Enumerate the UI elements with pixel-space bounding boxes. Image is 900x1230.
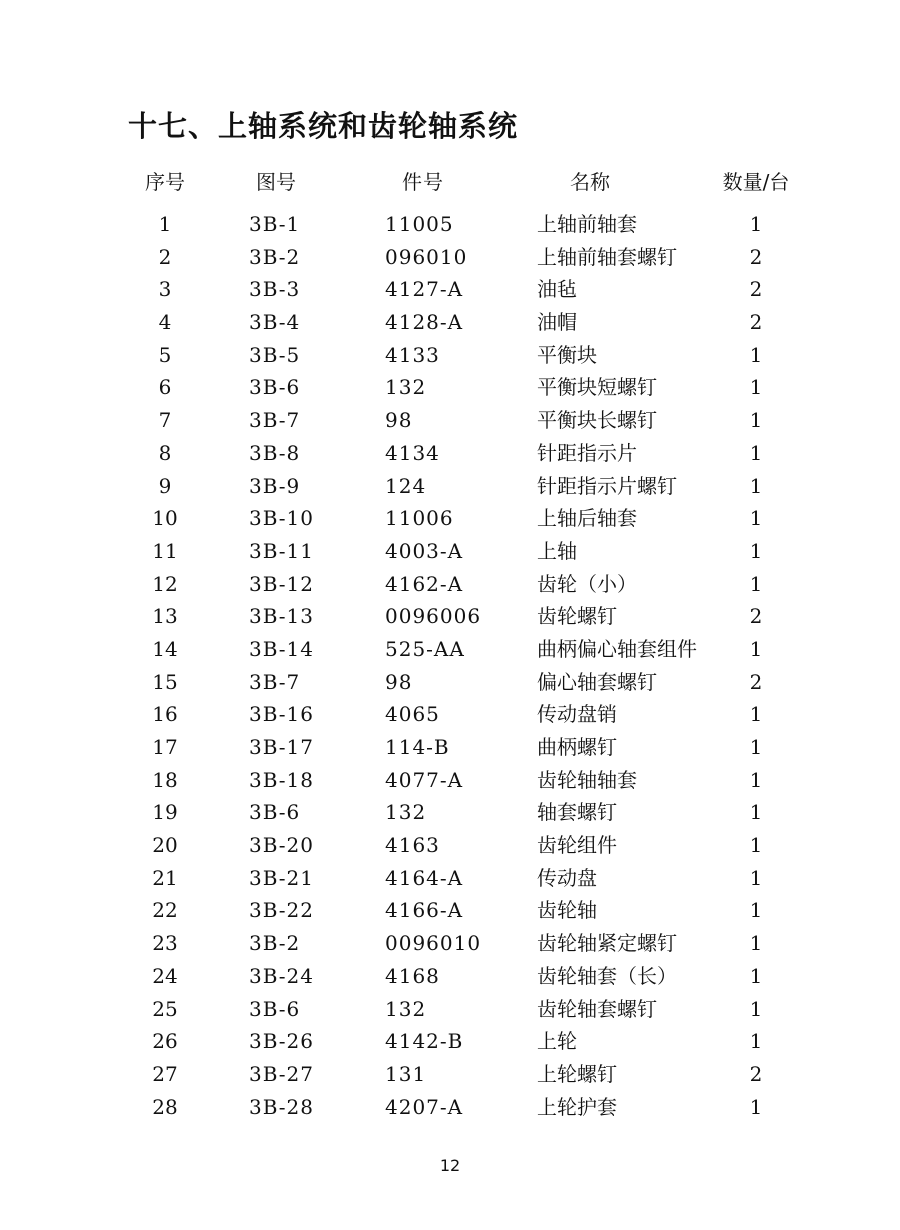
row-figure-no: 3B-13: [249, 604, 314, 629]
row-qty: 1: [749, 375, 763, 400]
row-name: 传动盘: [537, 865, 597, 890]
row-figure-no: 3B-8: [249, 440, 301, 465]
row-part-no: 4162-A: [385, 571, 464, 596]
row-no: 26: [152, 1029, 178, 1054]
row-name: 上轴前轴套: [537, 212, 637, 236]
row-no: 11: [152, 538, 178, 563]
row-figure-no: 3B-5: [249, 342, 301, 367]
row-qty: 1: [749, 1094, 763, 1119]
table-header: [0, 164, 900, 208]
row-name: 上轮螺钉: [537, 1061, 617, 1086]
row-qty: 2: [749, 310, 763, 335]
row-qty: 1: [749, 506, 763, 531]
table-row: [0, 960, 900, 993]
row-part-no: 4077-A: [385, 767, 464, 792]
row-part-no: 0096006: [385, 604, 482, 629]
row-figure-no: 3B-18: [249, 767, 314, 792]
row-part-no: 98: [385, 408, 413, 433]
row-name: 齿轮螺钉: [537, 604, 617, 629]
row-figure-no: 3B-20: [249, 833, 314, 858]
table-row: [0, 568, 900, 601]
column-header-figure-no: 图号: [256, 170, 296, 194]
row-figure-no: 3B-1: [249, 212, 301, 236]
row-no: 18: [152, 767, 178, 792]
row-part-no: 4166-A: [385, 898, 464, 923]
row-part-no: 4142-B: [385, 1029, 464, 1054]
row-qty: 1: [749, 702, 763, 727]
row-part-no: 132: [385, 800, 427, 825]
row-figure-no: 3B-6: [249, 375, 301, 400]
table-row: [0, 993, 900, 1026]
row-no: 17: [152, 735, 178, 759]
row-part-no: 4128-A: [385, 310, 464, 335]
row-name: 上轴后轴套: [537, 506, 637, 531]
row-no: 28: [152, 1094, 178, 1119]
table-row: [0, 666, 900, 699]
row-no: 19: [152, 800, 178, 825]
row-no: 13: [152, 604, 178, 629]
row-no: 24: [152, 963, 178, 988]
row-part-no: 4134: [385, 440, 440, 465]
row-no: 15: [152, 669, 178, 694]
column-header-name: 名称: [570, 170, 610, 194]
row-qty: 2: [749, 277, 763, 302]
table-row: [0, 1025, 900, 1058]
row-no: 16: [152, 702, 178, 727]
row-figure-no: 3B-4: [249, 310, 301, 335]
row-part-no: 114-B: [385, 735, 450, 759]
column-header-no: 序号: [145, 170, 185, 194]
row-name: 上轴前轴套螺钉: [537, 244, 677, 269]
row-name: 齿轮（小）: [537, 571, 637, 596]
row-figure-no: 3B-11: [249, 538, 314, 563]
row-figure-no: 3B-21: [249, 865, 314, 890]
row-name: 针距指示片螺钉: [537, 473, 677, 498]
row-no: 8: [158, 440, 172, 465]
row-no: 7: [158, 408, 172, 433]
row-part-no: 124: [385, 473, 427, 498]
row-qty: 1: [749, 898, 763, 923]
row-part-no: 4127-A: [385, 277, 464, 302]
row-no: 21: [152, 865, 178, 890]
row-no: 22: [152, 898, 178, 923]
table-row: [0, 306, 900, 339]
table-row: [0, 535, 900, 568]
row-qty: 1: [749, 342, 763, 367]
row-figure-no: 3B-6: [249, 800, 301, 825]
page-title: 十七、上轴系统和齿轮轴系统: [128, 109, 519, 143]
row-qty: 1: [749, 865, 763, 890]
table-row: [0, 1091, 900, 1124]
row-no: 4: [158, 310, 172, 335]
row-part-no: 4164-A: [385, 865, 464, 890]
row-qty: 1: [749, 212, 763, 236]
row-no: 2: [158, 244, 172, 269]
row-qty: 1: [749, 735, 763, 759]
table-row: [0, 208, 900, 241]
row-name: 齿轮组件: [537, 833, 617, 858]
row-no: 3: [158, 277, 172, 302]
row-part-no: 4163: [385, 833, 440, 858]
row-figure-no: 3B-2: [249, 244, 301, 269]
row-figure-no: 3B-3: [249, 277, 301, 302]
row-qty: 1: [749, 636, 763, 661]
row-part-no: 4065: [385, 702, 440, 727]
page-number: 12: [439, 1156, 461, 1175]
row-name: 齿轮轴紧定螺钉: [537, 931, 677, 956]
row-no: 12: [152, 571, 178, 596]
row-part-no: 4003-A: [385, 538, 464, 563]
row-part-no: 525-AA: [385, 636, 465, 661]
table-row: [0, 339, 900, 372]
row-figure-no: 3B-24: [249, 963, 314, 988]
row-qty: 2: [749, 669, 763, 694]
row-qty: 1: [749, 440, 763, 465]
table-row: [0, 371, 900, 404]
row-qty: 1: [749, 571, 763, 596]
row-figure-no: 3B-16: [249, 702, 314, 727]
row-name: 齿轮轴: [537, 898, 597, 923]
row-name: 油毡: [537, 277, 577, 302]
row-part-no: 0096010: [385, 931, 482, 956]
row-qty: 1: [749, 538, 763, 563]
row-name: 曲柄螺钉: [537, 735, 617, 759]
table-row: [0, 894, 900, 927]
row-figure-no: 3B-12: [249, 571, 314, 596]
parts-table: [0, 164, 900, 1123]
row-figure-no: 3B-7: [249, 408, 301, 433]
row-name: 平衡块: [537, 342, 597, 367]
row-figure-no: 3B-26: [249, 1029, 314, 1054]
table-row: [0, 731, 900, 764]
table-row: [0, 273, 900, 306]
row-figure-no: 3B-7: [249, 669, 301, 694]
row-no: 23: [152, 931, 178, 956]
table-row: [0, 633, 900, 666]
table-row: [0, 829, 900, 862]
table-row: [0, 698, 900, 731]
row-figure-no: 3B-14: [249, 636, 314, 661]
row-name: 上轴: [537, 538, 577, 563]
table-row: [0, 470, 900, 503]
column-header-qty: 数量/台: [722, 170, 790, 194]
row-name: 曲柄偏心轴套组件: [537, 636, 697, 661]
table-body: [0, 208, 900, 1123]
row-qty: 1: [749, 473, 763, 498]
table-row: [0, 600, 900, 633]
row-name: 偏心轴套螺钉: [537, 669, 657, 694]
table-row: [0, 764, 900, 797]
table-row: [0, 241, 900, 274]
row-part-no: 98: [385, 669, 413, 694]
row-name: 上轮护套: [537, 1094, 617, 1119]
row-qty: 2: [749, 1061, 763, 1086]
row-qty: 1: [749, 767, 763, 792]
row-no: 10: [152, 506, 178, 531]
row-part-no: 4168: [385, 963, 440, 988]
table-row: [0, 927, 900, 960]
table-row: [0, 437, 900, 470]
row-figure-no: 3B-17: [249, 735, 314, 759]
row-qty: 1: [749, 800, 763, 825]
row-no: 25: [152, 996, 178, 1021]
row-qty: 1: [749, 408, 763, 433]
row-no: 6: [158, 375, 172, 400]
row-figure-no: 3B-27: [249, 1061, 314, 1086]
table-row: [0, 862, 900, 895]
row-no: 27: [152, 1061, 178, 1086]
row-part-no: 11006: [385, 506, 454, 531]
column-header-part-no: 件号: [402, 170, 444, 194]
row-name: 针距指示片: [537, 440, 637, 465]
row-figure-no: 3B-22: [249, 898, 314, 923]
row-qty: 2: [749, 244, 763, 269]
row-qty: 1: [749, 833, 763, 858]
row-name: 轴套螺钉: [537, 800, 617, 825]
row-part-no: 132: [385, 996, 427, 1021]
row-part-no: 4133: [385, 342, 440, 367]
row-name: 上轮: [537, 1029, 577, 1054]
table-row: [0, 404, 900, 437]
table-row: [0, 1058, 900, 1091]
row-figure-no: 3B-2: [249, 931, 301, 956]
row-no: 14: [152, 636, 178, 661]
row-part-no: 132: [385, 375, 427, 400]
row-name: 齿轮轴套螺钉: [537, 996, 657, 1021]
row-part-no: 11005: [385, 212, 454, 236]
row-figure-no: 3B-9: [249, 473, 301, 498]
table-row: [0, 796, 900, 829]
row-qty: 1: [749, 963, 763, 988]
row-name: 齿轮轴轴套: [537, 767, 637, 792]
row-no: 9: [158, 473, 172, 498]
row-qty: 1: [749, 931, 763, 956]
row-name: 油帽: [537, 310, 577, 335]
row-no: 20: [152, 833, 178, 858]
row-qty: 1: [749, 996, 763, 1021]
row-figure-no: 3B-10: [249, 506, 314, 531]
table-row: [0, 502, 900, 535]
row-figure-no: 3B-6: [249, 996, 301, 1021]
row-part-no: 131: [385, 1061, 427, 1086]
row-part-no: 096010: [385, 244, 468, 269]
row-name: 平衡块短螺钉: [537, 375, 657, 400]
row-qty: 1: [749, 1029, 763, 1054]
row-no: 5: [158, 342, 172, 367]
row-figure-no: 3B-28: [249, 1094, 314, 1119]
row-no: 1: [158, 212, 172, 236]
row-part-no: 4207-A: [385, 1094, 464, 1119]
row-qty: 2: [749, 604, 763, 629]
row-name: 平衡块长螺钉: [537, 408, 657, 433]
row-name: 传动盘销: [537, 702, 617, 727]
row-name: 齿轮轴套（长）: [537, 963, 677, 988]
